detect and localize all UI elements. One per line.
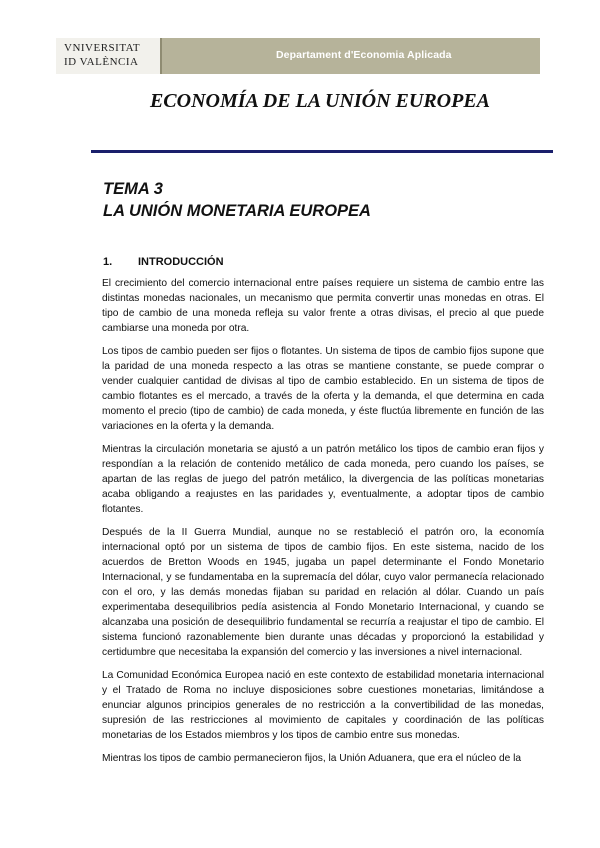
university-logo [56,38,162,74]
paragraph: Después de la II Guerra Mundial, aunque no se restableció el patrón oro, la economía internacional optó por un sistema de tipos de cambio fijos. En este sistema, nacido de los acuerdos de Bretton Woods en 1945, jugaba un papel determinante el Fondo Monetario Internacional, y se fundamentaba en la supremacía del dólar, cuyo valor permanecía relacionado con el oro, y las demás monedas fijaban su paridad en relación al dólar. Cuando un país experimentaba desequilibrios pedía asistencia al Fondo Monetario Internacional, y cuando se alcanzaba una posición de desequilibrio fundamental se recurría a reajustar el tipo de cambio. El sistema funcionó razonablemente bien durante unas décadas y proporcionó la estabilidad y certidumbre que necesitaba la expansión del comercio y las inversiones a nivel internacional. [102,527,544,658]
logo-line-2: ID VALÈNCIA [64,56,139,68]
paragraph: Los tipos de cambio pueden ser fijos o flotantes. Un sistema de tipos de cambio fijos supone que la paridad de una moneda respecto a las otras se mantiene constante, se puede comprar o vender cualquier cantidad de divisas al tipo de cambio establecido. En un sistema de tipos de cambio flotantes es el mercado, a través de la oferta y la demanda, el que determina en cada momento el precio (tipo de cambio) de cada moneda, y éste fluctúa libremente en función de las variaciones en la oferta y la demanda. [102,346,544,432]
paragraph: El crecimiento del comercio internacional entre países requiere un sistema de cambio entre las distintas monedas nacionales, un mecanismo que permita convertir unas monedas en otras. El tipo de cambio de una moneda refleja su valor frente a otras divisas, el precio al que puede cambiarse una moneda por otra. [102,278,544,334]
paragraph: Mientras la circulación monetaria se ajustó a un patrón metálico los tipos de cambio eran fijos y respondían a la relación de contenido metálico de cada moneda, pero cuando los países, se apartan de las reglas de juego del patrón metálico, la divergencia de las políticas monetarias acaba obligando a reajustes en las paridades y, eventualmente, a adoptar tipos de cambio flotantes. [102,444,544,515]
document-title: ECONOMÍA DE LA UNIÓN EUROPEA [149,90,491,112]
header-band [56,38,540,74]
department-name: Departament d'Economia Aplicada [276,49,452,61]
body-text [102,276,544,774]
paragraph: La Comunidad Económica Europea nació en este contexto de estabilidad monetaria internacional y el Tratado de Roma no incluye disposiciones sobre cuestiones monetarias, limitándose a enunciar algunos principios generales de no restricción a la convertibilidad de las monedas, supresión de las restricciones al movimiento de capitales y coordinación de las políticas monetarias de los Estados miembros y los tipos de cambio entre sus monedas. [102,670,544,741]
tema-title: LA UNIÓN MONETARIA EUROPEA [103,202,371,220]
logo-line-1: VNIVERSITAT [64,42,141,54]
tema-number: TEMA 3 [103,180,163,198]
section-heading [103,256,224,268]
paragraph: Mientras los tipos de cambio permanecieron fijos, la Unión Aduanera, que era el núcleo de la [102,753,522,764]
section-number: 1. [103,256,113,268]
title-divider [91,150,553,153]
section-title: INTRODUCCIÓN [138,256,224,268]
